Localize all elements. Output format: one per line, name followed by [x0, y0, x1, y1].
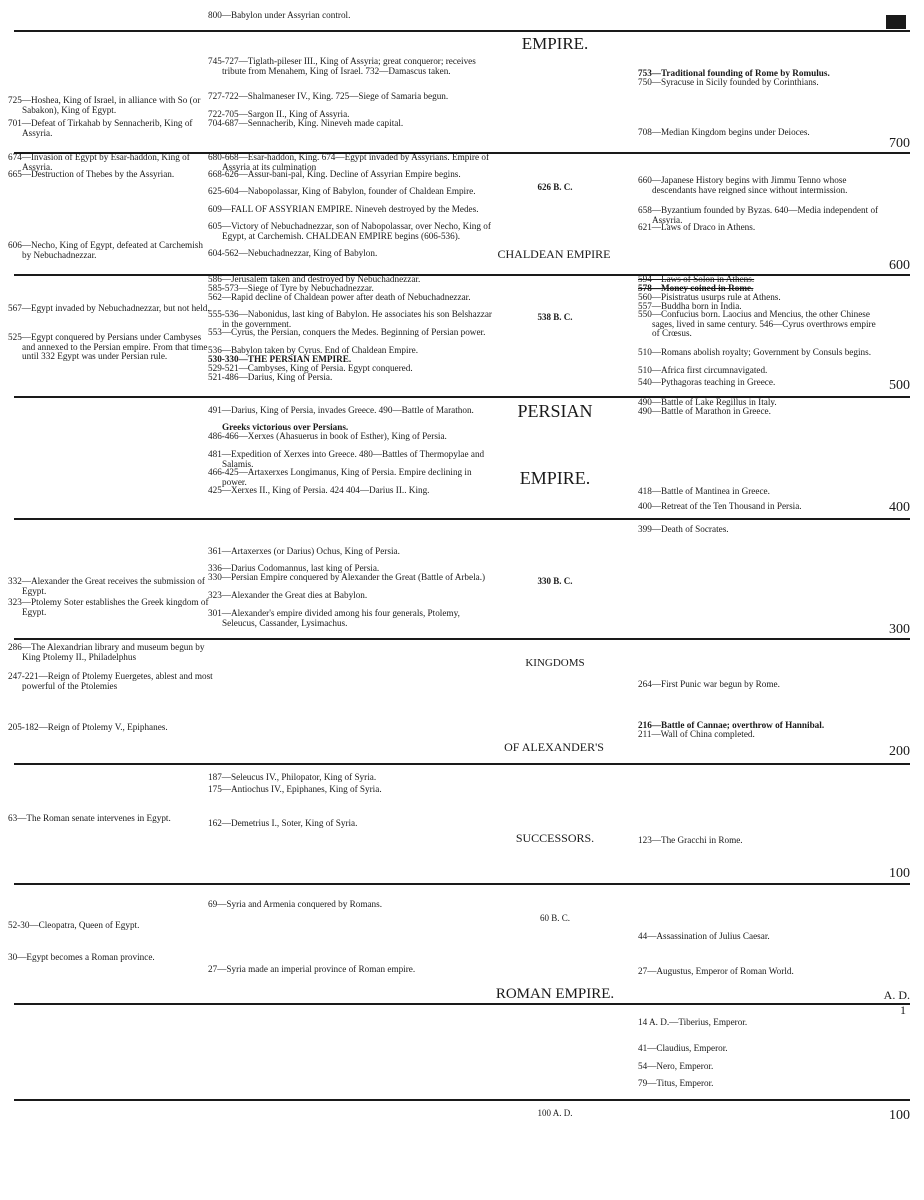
entry-668-assurbanipal: 668-626—Assur-bani-pal, King. Decline of Assyrian Empire begins.	[208, 169, 461, 179]
empire-label-persian-1: PERSIAN	[517, 401, 593, 421]
entry-621-draco: 621—Laws of Draco in Athens.	[638, 222, 756, 232]
entry-560-pisistratus: 560—Pisistratus usurps rule at Athens.	[638, 292, 781, 302]
entry-510-africa: 510—Africa first circumnavigated.	[638, 365, 768, 375]
entry-332-alexander: 332—Alexander the Great receives the submission of Egypt.	[8, 576, 205, 596]
entry-722-sargon: 722-705—Sargon II., King of Assyria.	[208, 109, 350, 119]
entry-521-darius: 521-486—Darius, King of Persia.	[208, 372, 333, 382]
entry-701-defeat: 701—Defeat of Tirkahab by Sennacherib, King of Assyria.	[8, 118, 193, 138]
entry-205-epiphanes: 205-182—Reign of Ptolemy V., Epiphanes.	[8, 722, 168, 732]
entry-286-library: 286—The Alexandrian library and museum begun by King Ptolemy II., Philadelphus	[8, 642, 205, 662]
empire-label-persian-2: EMPIRE.	[519, 468, 591, 488]
divider-400	[14, 518, 910, 520]
entry-562-decline: 562—Rapid decline of Chaldean power after death of Nebuchadnezzar.	[208, 292, 471, 302]
entry-606-necho: 606—Necho, King of Egypt, defeated at Carchemish by Nebuchadnezzar.	[8, 240, 203, 260]
entry-490-marathon: 490—Battle of Marathon in Greece.	[638, 406, 771, 416]
entry-665-thebes: 665—Destruction of Thebes by the Assyrian.	[8, 169, 175, 179]
entry-187-seleucus: 187—Seleucus IV., Philopator, King of Syria.	[208, 772, 377, 782]
empire-label-kingdoms-2: OF ALEXANDER'S	[504, 740, 604, 754]
entry-725-hoshea: 725—Hoshea, King of Israel, in alliance with So (or Sabakon), King of Egypt.	[8, 95, 201, 115]
entry-323-alexander-dies: 323—Alexander the Great dies at Babylon.	[208, 590, 368, 600]
empire-label-roman: ROMAN EMPIRE.	[495, 986, 615, 1002]
entry-578-money: 578—Money coined in Rome.	[638, 283, 754, 293]
year-ad: A. D.	[883, 988, 910, 1002]
entry-586-jerusalem: 586—Jerusalem taken and destroyed by Nebuchadnezzar.	[208, 274, 421, 284]
entry-69-syria-armenia: 69—Syria and Armenia conquered by Romans.	[208, 899, 383, 909]
entry-425-xerxes-ii: 425—Xerxes II., King of Persia. 424 404—Darius II.. King.	[208, 485, 430, 495]
divider-200	[14, 763, 910, 765]
entry-625-nabopolassar: 625-604—Nabopolassar, King of Babylon, founder of Chaldean Empire.	[208, 186, 476, 196]
date-60: 60 B. C.	[539, 913, 570, 923]
entry-529-cambyses: 529-521—Cambyses, King of Persia. Egypt conquered.	[208, 363, 413, 373]
entry-674-invasion: 674—Invasion of Egypt by Esar-haddon, King of Assyria.	[8, 152, 190, 172]
divider-100	[14, 883, 910, 885]
entry-175-antiochus: 175—Antiochus IV., Epiphanes, King of Syria.	[208, 784, 382, 794]
entry-63-roman-senate: 63—The Roman senate intervenes in Egypt.	[8, 813, 171, 823]
entry-530-persian-empire: 530-330—THE PERSIAN EMPIRE.	[208, 354, 352, 364]
entry-585-tyre: 585-573—Siege of Tyre by Nebuchadnezzar.	[208, 283, 374, 293]
entry-30-egypt-roman: 30—Egypt becomes a Roman province.	[8, 952, 155, 962]
entry-753-rome: 753—Traditional founding of Rome by Romulus.	[638, 68, 830, 78]
entry-490-regillus: 490—Battle of Lake Regillus in Italy.	[638, 397, 777, 407]
divider-ad	[14, 1003, 910, 1005]
entry-330-persian-conquered: 330—Persian Empire conquered by Alexander the Great (Battle of Arbela.)	[208, 572, 486, 582]
entry-567-egypt-invaded: 567—Egypt invaded by Nebuchadnezzar, but not held.	[8, 303, 210, 313]
entry-216-cannae: 216—Battle of Cannae; overthrow of Hannibal.	[638, 720, 825, 730]
entry-54-nero: 54—Nero, Emperor.	[638, 1061, 714, 1071]
entry-680-esarhaddon: 680-668—Esar-haddon, King. 674—Egypt invaded by Assyrians. Empire of Assyria at its culmination	[208, 152, 490, 172]
divider-800	[14, 30, 910, 32]
entry-27-augustus: 27—Augustus, Emperor of Roman World.	[638, 966, 794, 976]
year-300: 300	[889, 622, 910, 637]
entry-399-socrates: 399—Death of Socrates.	[638, 524, 729, 534]
date-330: 330 B. C.	[537, 576, 573, 586]
year-500: 500	[889, 378, 910, 393]
empire-label-top: EMPIRE.	[521, 34, 589, 53]
entry-491-darius-invades: 491—Darius, King of Persia, invades Greece. 490—Battle of Marathon.	[208, 405, 474, 415]
entry-323-ptolemy-soter: 323—Ptolemy Soter establishes the Greek kingdom of Egypt.	[8, 597, 209, 617]
empire-label-kingdoms-3: SUCCESSORS.	[515, 831, 595, 845]
entry-594-solon: 594—Laws of Solon in Athens.	[638, 274, 755, 284]
divider-300	[14, 638, 910, 640]
entry-123-gracchi: 123—The Gracchi in Rome.	[638, 835, 743, 845]
entry-609-fall-assyria: 609—FALL OF ASSYRIAN EMPIRE. Nineveh destroyed by the Medes.	[208, 204, 479, 214]
entry-264-punic-war: 264—First Punic war begun by Rome.	[638, 679, 780, 689]
entry-553-cyrus: 553—Cyrus, the Persian, conquers the Medes. Beginning of Persian power.	[208, 327, 486, 337]
entry-79-titus: 79—Titus, Emperor.	[638, 1078, 714, 1088]
entry-361-artaxerxes-ochus: 361—Artaxerxes (or Darius) Ochus, King of Persia.	[208, 546, 400, 556]
entry-27-syria-province: 27—Syria made an imperial province of Roman empire.	[208, 964, 416, 974]
entry-727-shalmaneser: 727-722—Shalmaneser IV., King. 725—Siege of Samaria begun.	[208, 91, 449, 101]
date-538: 538 B. C.	[537, 312, 573, 322]
year-400: 400	[889, 500, 910, 515]
entry-536-babylon-taken: 536—Babylon taken by Cyrus. End of Chaldean Empire.	[208, 345, 418, 355]
entry-525-egypt-conquered: 525—Egypt conquered by Persians under Cambyses and annexed to the Persian empire. From that time until 332 Egypt was under Persian rule.	[8, 332, 208, 362]
entry-605-victory: 605—Victory of Nebuchadnezzar, son of Nabopolassar, over Necho, King of Egypt, at Carchemish. CHALDEAN EMPIRE begins (606-536).	[208, 221, 491, 241]
year-100ad: 100	[889, 1108, 910, 1123]
empire-label-kingdoms-1: KINGDOMS	[525, 657, 585, 669]
year-100: 100	[889, 866, 910, 881]
entry-557-buddha: 557—Buddha born in India.	[638, 301, 742, 311]
entry-555-nabonidus: 555-536—Nabonidus, last king of Babylon. He associates his son Belshazzar in the government.	[208, 309, 492, 329]
date-626: 626 B. C.	[537, 182, 573, 192]
entry-750-syracuse: 750—Syracuse in Sicily founded by Corinthians.	[638, 77, 819, 87]
entry-418-mantinea: 418—Battle of Mantinea in Greece.	[638, 486, 770, 496]
year-200: 200	[889, 744, 910, 759]
entry-486-xerxes: 486-466—Xerxes (Ahasuerus in book of Esther), King of Persia.	[208, 431, 447, 441]
date-100ad: 100 A. D.	[537, 1108, 573, 1118]
entry-211-wall-china: 211—Wall of China completed.	[638, 729, 755, 739]
entry-44-caesar: 44—Assassination of Julius Caesar.	[638, 931, 770, 941]
entry-550-confucius: 550—Confucius born. Laocius and Mencius, the other Chinese sages, lived in same century. 546—Cyrus overthrows empire of Crœsus.	[638, 309, 876, 339]
divider-100ad	[14, 1099, 910, 1101]
entry-466-artaxerxes: 466-425—Artaxerxes Longimanus, King of Persia. Empire declining in power.	[208, 467, 472, 487]
entry-247-euergetes: 247-221—Reign of Ptolemy Euergetes, ablest and most powerful of the Ptolemies	[8, 671, 213, 691]
entry-658-byzantium: 658—Byzantium founded by Byzas. 640—Media independent of Assyria.	[638, 205, 879, 225]
entry-660-japanese: 660—Japanese History begins with Jimmu Tenno whose descendants have reigned since without intermission.	[638, 175, 848, 195]
entry-41-claudius: 41—Claudius, Emperor.	[638, 1043, 728, 1053]
entry-301-divided: 301—Alexander's empire divided among his four generals, Ptolemy, Seleucus, Cassander, Lysimachus.	[208, 608, 460, 628]
year-ad-1: 1	[900, 1003, 906, 1017]
entry-336-darius-codomannus: 336—Darius Codomannus, last king of Persia.	[208, 563, 380, 573]
entry-481-expedition: 481—Expedition of Xerxes into Greece. 480—Battles of Thermopylae and Salamis.	[208, 449, 485, 469]
year-600: 600	[889, 258, 910, 273]
year-700: 700	[889, 136, 910, 151]
entry-510-romans: 510—Romans abolish royalty; Government by Consuls begins.	[638, 347, 871, 357]
entry-540-pythagoras: 540—Pythagoras teaching in Greece.	[638, 377, 776, 387]
entry-14-tiberius: 14 A. D.—Tiberius, Emperor.	[638, 1017, 748, 1027]
empire-label-chaldean: CHALDEAN EMPIRE	[497, 247, 611, 261]
entry-greeks-victorious: Greeks victorious over Persians.	[222, 422, 349, 432]
entry-604-nebuchadnezzar: 604-562—Nebuchadnezzar, King of Babylon.	[208, 248, 378, 258]
entry-708-median: 708—Median Kingdom begins under Deioces.	[638, 127, 810, 137]
top-note: 800—Babylon under Assyrian control.	[208, 10, 351, 20]
entry-745-tiglath: 745-727—Tiglath-pileser III., King of Assyria; great conqueror; receives tribute from Menahem, King of Israel. 732—Damascus taken.	[208, 56, 476, 76]
entry-52-cleopatra: 52-30—Cleopatra, Queen of Egypt.	[8, 920, 140, 930]
entry-704-sennacherib: 704-687—Sennacherib, King. Nineveh made capital.	[208, 118, 404, 128]
entry-400-retreat: 400—Retreat of the Ten Thousand in Persia.	[638, 501, 802, 511]
page-marker: 88	[886, 15, 906, 29]
entry-162-demetrius: 162—Demetrius I., Soter, King of Syria.	[208, 818, 358, 828]
